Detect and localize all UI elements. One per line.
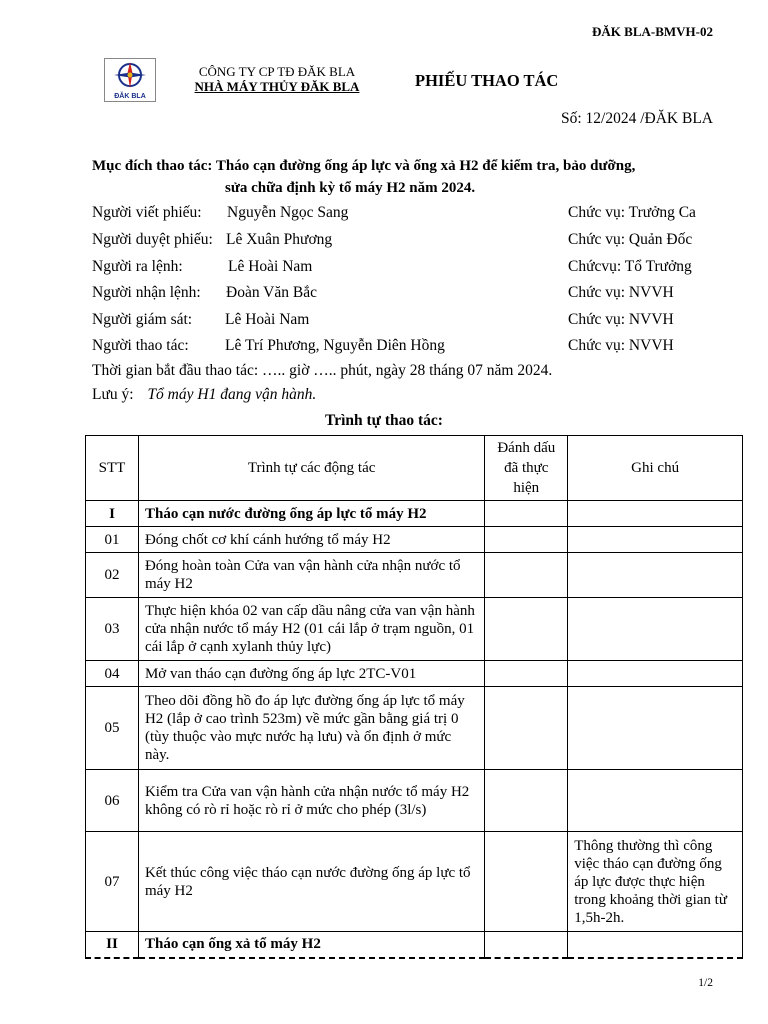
person-row xyxy=(92,337,732,359)
header-mark: Đánh dấu đã thực hiện xyxy=(485,436,568,501)
header-action: Trình tự các động tác xyxy=(138,436,484,501)
row-mark[interactable] xyxy=(485,661,568,687)
person-name: Đoàn Văn Bắc xyxy=(226,284,317,301)
header-stt: STT xyxy=(86,436,139,501)
document-number: Số: 12/2024 /ĐĂK BLA xyxy=(561,110,713,127)
table-row xyxy=(86,553,743,598)
row-action: Theo dõi đồng hồ đo áp lực đường ống áp lực tổ máy H2 (lắp ở cao trình 523m) về mức gần bằng giá trị 0 (tùy thuộc vào mực nước hạ lưu) và ổn định ở mức này. xyxy=(138,687,484,770)
row-stt: 03 xyxy=(86,598,139,661)
person-label: Người thao tác: xyxy=(92,337,189,354)
svg-text:ĐĂK BLA: ĐĂK BLA xyxy=(114,93,146,100)
row-mark[interactable] xyxy=(485,527,568,553)
person-name: Lê Trí Phương, Nguyễn Diên Hồng xyxy=(225,337,445,354)
row-action: Kiểm tra Cửa van vận hành cửa nhận nước tổ máy H2 không có rò rỉ hoặc rò rỉ ở mức cho phép (3l/s) xyxy=(138,770,484,832)
row-stt: 01 xyxy=(86,527,139,553)
row-action: Đóng hoàn toàn Cửa van vận hành cửa nhận nước tổ máy H2 xyxy=(138,553,484,598)
person-name: Lê Xuân Phương xyxy=(226,231,333,248)
logo-icon xyxy=(104,58,156,102)
row-action: Thực hiện khóa 02 van cấp dầu nâng cửa van vận hành cửa nhận nước tổ máy H2 (01 cái lắp ở trạm nguồn, 01 cái lắp ở cạnh xylanh thủy lực) xyxy=(138,598,484,661)
table-row xyxy=(86,527,743,553)
note xyxy=(92,386,316,404)
company-block xyxy=(172,64,382,94)
row-stt: I xyxy=(86,501,139,527)
table-row xyxy=(86,687,743,770)
person-position: Chức vụ: Quản Đốc xyxy=(568,231,693,248)
person-position: Chứcvụ: Tổ Trưởng xyxy=(568,258,692,275)
row-mark[interactable] xyxy=(485,832,568,932)
person-row xyxy=(92,258,732,280)
table-header-row xyxy=(86,436,743,501)
person-row xyxy=(92,284,732,306)
row-note: Thông thường thì công việc tháo cạn đường ống áp lực được thực hiện trong khoảng thời gian từ 1,5h-2h. xyxy=(568,832,743,932)
operations-table xyxy=(85,435,743,959)
person-label: Người ra lệnh: xyxy=(92,258,183,275)
row-mark[interactable] xyxy=(485,932,568,958)
row-stt: 07 xyxy=(86,832,139,932)
person-position: Chức vụ: NVVH xyxy=(568,284,674,301)
purpose-line-1: Mục đích thao tác: Tháo cạn đường ống áp lực và ống xả H2 để kiểm tra, bảo dưỡng, xyxy=(92,158,636,174)
page-number: 1/2 xyxy=(698,977,713,989)
table-row xyxy=(86,501,743,527)
person-name: Lê Hoài Nam xyxy=(225,311,310,328)
table-row xyxy=(86,770,743,832)
purpose-statement xyxy=(92,155,732,199)
row-mark[interactable] xyxy=(485,501,568,527)
row-note xyxy=(568,661,743,687)
note-label: Lưu ý: xyxy=(92,386,134,403)
row-mark[interactable] xyxy=(485,553,568,598)
person-row xyxy=(92,204,732,226)
table-row xyxy=(86,661,743,687)
table-row xyxy=(86,832,743,932)
start-time: Thời gian bắt đầu thao tác: ….. giờ ….. phút, ngày 28 tháng 07 năm 2024. xyxy=(92,362,553,379)
purpose-line-2: sửa chữa định kỳ tổ máy H2 năm 2024. xyxy=(225,180,476,196)
row-stt: 06 xyxy=(86,770,139,832)
row-mark[interactable] xyxy=(485,770,568,832)
row-note xyxy=(568,553,743,598)
row-note xyxy=(568,687,743,770)
row-stt: II xyxy=(86,932,139,958)
person-position: Chức vụ: NVVH xyxy=(568,311,674,328)
person-position: Chức vụ: NVVH xyxy=(568,337,674,354)
row-action: Đóng chốt cơ khí cánh hướng tổ máy H2 xyxy=(138,527,484,553)
row-mark[interactable] xyxy=(485,598,568,661)
row-action: Mở van tháo cạn đường ống áp lực 2TC-V01 xyxy=(138,661,484,687)
person-row xyxy=(92,311,732,333)
row-action: Kết thúc công việc tháo cạn nước đường ống áp lực tổ máy H2 xyxy=(138,832,484,932)
note-text: Tổ máy H1 đang vận hành. xyxy=(147,386,317,403)
row-mark[interactable] xyxy=(485,687,568,770)
sequence-title: Trình tự thao tác: xyxy=(325,412,443,429)
person-label: Người viết phiếu: xyxy=(92,204,202,221)
row-stt: 05 xyxy=(86,687,139,770)
person-name: Nguyễn Ngọc Sang xyxy=(227,204,349,221)
row-stt: 02 xyxy=(86,553,139,598)
row-note xyxy=(568,501,743,527)
row-note xyxy=(568,932,743,958)
table-row xyxy=(86,598,743,661)
row-note xyxy=(568,527,743,553)
company-name: CÔNG TY CP TĐ ĐĂK BLA xyxy=(198,64,356,79)
page-title: PHIẾU THAO TÁC xyxy=(415,71,559,90)
document-code: ĐĂK BLA-BMVH-02 xyxy=(592,24,713,39)
row-note xyxy=(568,770,743,832)
row-note xyxy=(568,598,743,661)
plant-name: NHÀ MÁY THỦY ĐĂK BLA xyxy=(194,79,360,94)
person-label: Người nhận lệnh: xyxy=(92,284,201,301)
person-label: Người giám sát: xyxy=(92,311,193,328)
company-logo xyxy=(104,58,156,102)
person-position: Chức vụ: Trưởng Ca xyxy=(568,204,696,221)
row-stt: 04 xyxy=(86,661,139,687)
header-note: Ghi chú xyxy=(568,436,743,501)
table-row xyxy=(86,932,743,958)
person-label: Người duyệt phiếu: xyxy=(92,231,213,248)
row-action: Tháo cạn nước đường ống áp lực tổ máy H2 xyxy=(138,501,484,527)
person-row xyxy=(92,231,732,253)
person-name: Lê Hoài Nam xyxy=(228,258,313,275)
row-action: Tháo cạn ống xả tổ máy H2 xyxy=(138,932,484,958)
